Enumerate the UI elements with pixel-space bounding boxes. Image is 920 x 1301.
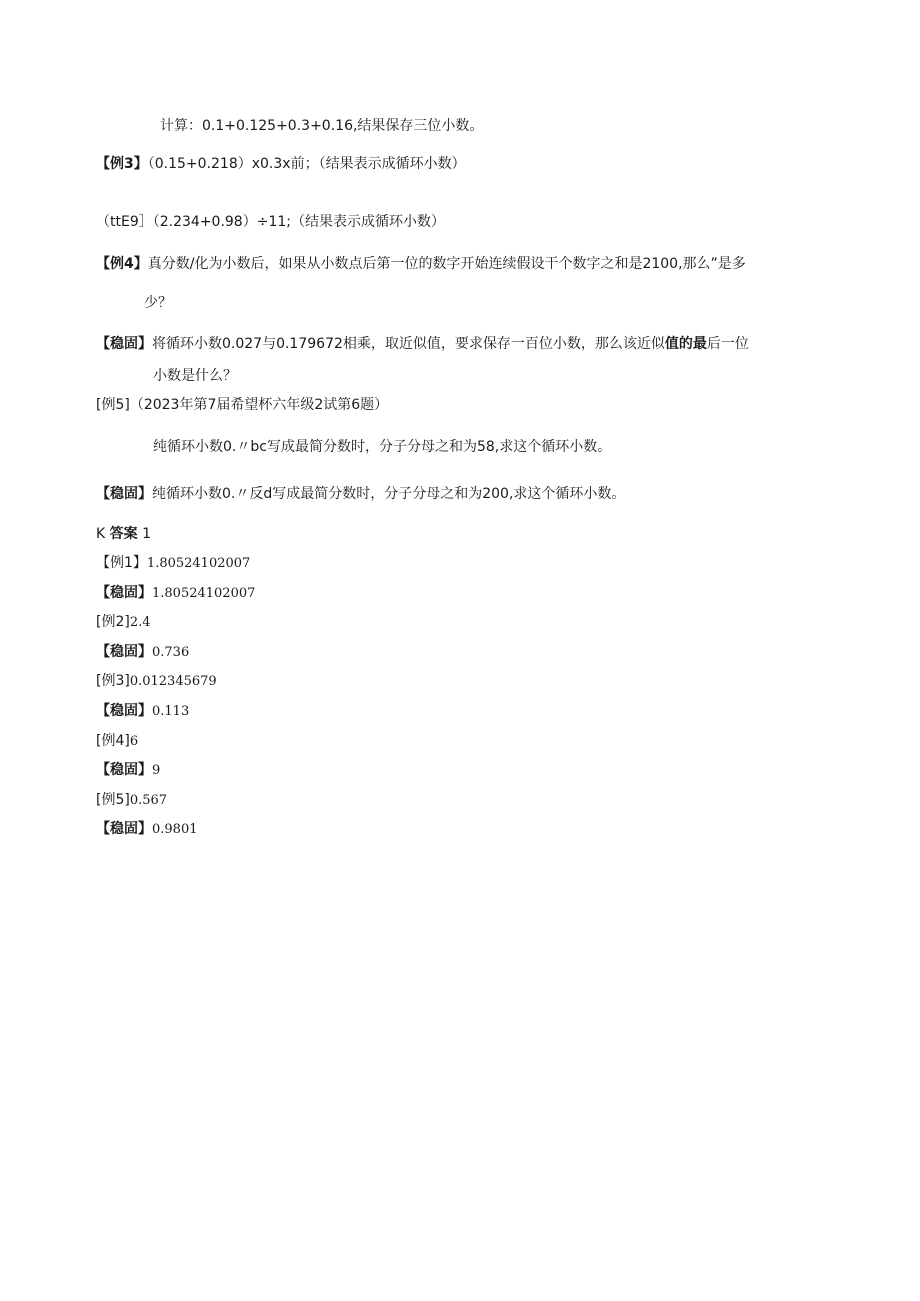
example-5 (96, 395, 388, 415)
example-3-text: （0.15+0.218）x0.3x前；（结果表示成循环小数） (147, 156, 466, 172)
answers-heading-prefix: K (96, 526, 106, 542)
answer-value: 1.80524102007 (146, 556, 251, 571)
example-4 (96, 254, 746, 274)
answer-value: 0.113 (152, 704, 190, 719)
answer-value: 0.9801 (152, 822, 198, 837)
example-5-body-text: 纯循环小数0.〃bc写成最简分数时，分子分母之和为58,求这个循环小数。 (153, 439, 612, 455)
stable-2-text: 纯循环小数0.〃反d写成最简分数时，分子分母之和为200,求这个循环小数。 (152, 486, 626, 502)
answer-row (96, 790, 167, 811)
example-4-text: 真分数/化为小数后，如果从小数点后第一位的数字开始连续假设干个数字之和是2100,那么”是多 (147, 256, 746, 272)
answer-value: 0.736 (152, 645, 190, 660)
answer-tag: [例5] (96, 792, 130, 808)
stable-2-tag: 【稳固】 (96, 486, 152, 502)
example-3-extra-text: （ttE9］（2.234+0.98）÷11;（结果表示成循环小数） (96, 214, 445, 230)
answer-row (96, 819, 198, 840)
answer-tag: 【例1】 (96, 555, 147, 571)
answer-tag: 【稳固】 (96, 762, 152, 778)
example-3 (96, 154, 466, 174)
example-4-continuation (144, 293, 172, 313)
example-3-tag: 【例3】 (96, 156, 148, 172)
stable-2 (96, 484, 625, 504)
answer-tag: [例2] (96, 614, 130, 630)
stable-1-text-b: 后一位 (706, 336, 749, 352)
stable-1-text-a: 将循环小数0.027与0.179672相乘，取近似值，要求保存一百位小数，那么该近似 (152, 336, 665, 352)
answers-heading-label: 答案 (109, 526, 138, 542)
answer-row (96, 553, 250, 574)
answer-row (96, 760, 160, 781)
example-5-text: [例5]（2023年第7届希望杯六年级2试第6题） (96, 397, 389, 413)
answer-tag: [例3] (96, 673, 130, 689)
example-4-tag: 【例4】 (96, 256, 148, 272)
answer-row (96, 731, 138, 752)
answers-heading-suffix: 1 (142, 526, 152, 542)
answer-value: 1.80524102007 (152, 586, 256, 601)
answer-tag: 【稳固】 (96, 703, 152, 719)
answer-row (96, 612, 151, 633)
answer-row (96, 671, 217, 692)
stable-1 (96, 334, 749, 354)
example-3-extra (96, 212, 445, 232)
stable-1-continuation (153, 366, 237, 386)
calc-problem (160, 116, 483, 136)
stable-1-tag: 【稳固】 (96, 336, 152, 352)
answer-value: 9 (152, 763, 161, 778)
answer-value: 0.012345679 (129, 674, 217, 689)
answer-tag: 【稳固】 (96, 644, 152, 660)
answer-row (96, 701, 189, 722)
answers-heading (96, 524, 151, 544)
answer-row (96, 642, 189, 663)
calc-text: 计算：0.1+0.125+0.3+0.16,结果保存三位小数。 (160, 118, 484, 134)
example-4-cont-text: 少？ (144, 295, 172, 311)
answer-value: 2.4 (129, 615, 151, 630)
stable-1-cont-text: 小数是什么？ (153, 368, 237, 384)
example-5-body (153, 437, 611, 457)
answer-tag: [例4] (96, 733, 130, 749)
answer-value: 0.567 (129, 793, 168, 808)
answer-row (96, 583, 255, 604)
stable-1-text-bold: 值的最 (664, 336, 707, 352)
answer-tag: 【稳固】 (96, 821, 152, 837)
answer-tag: 【稳固】 (96, 585, 152, 601)
answer-value: 6 (129, 734, 139, 749)
